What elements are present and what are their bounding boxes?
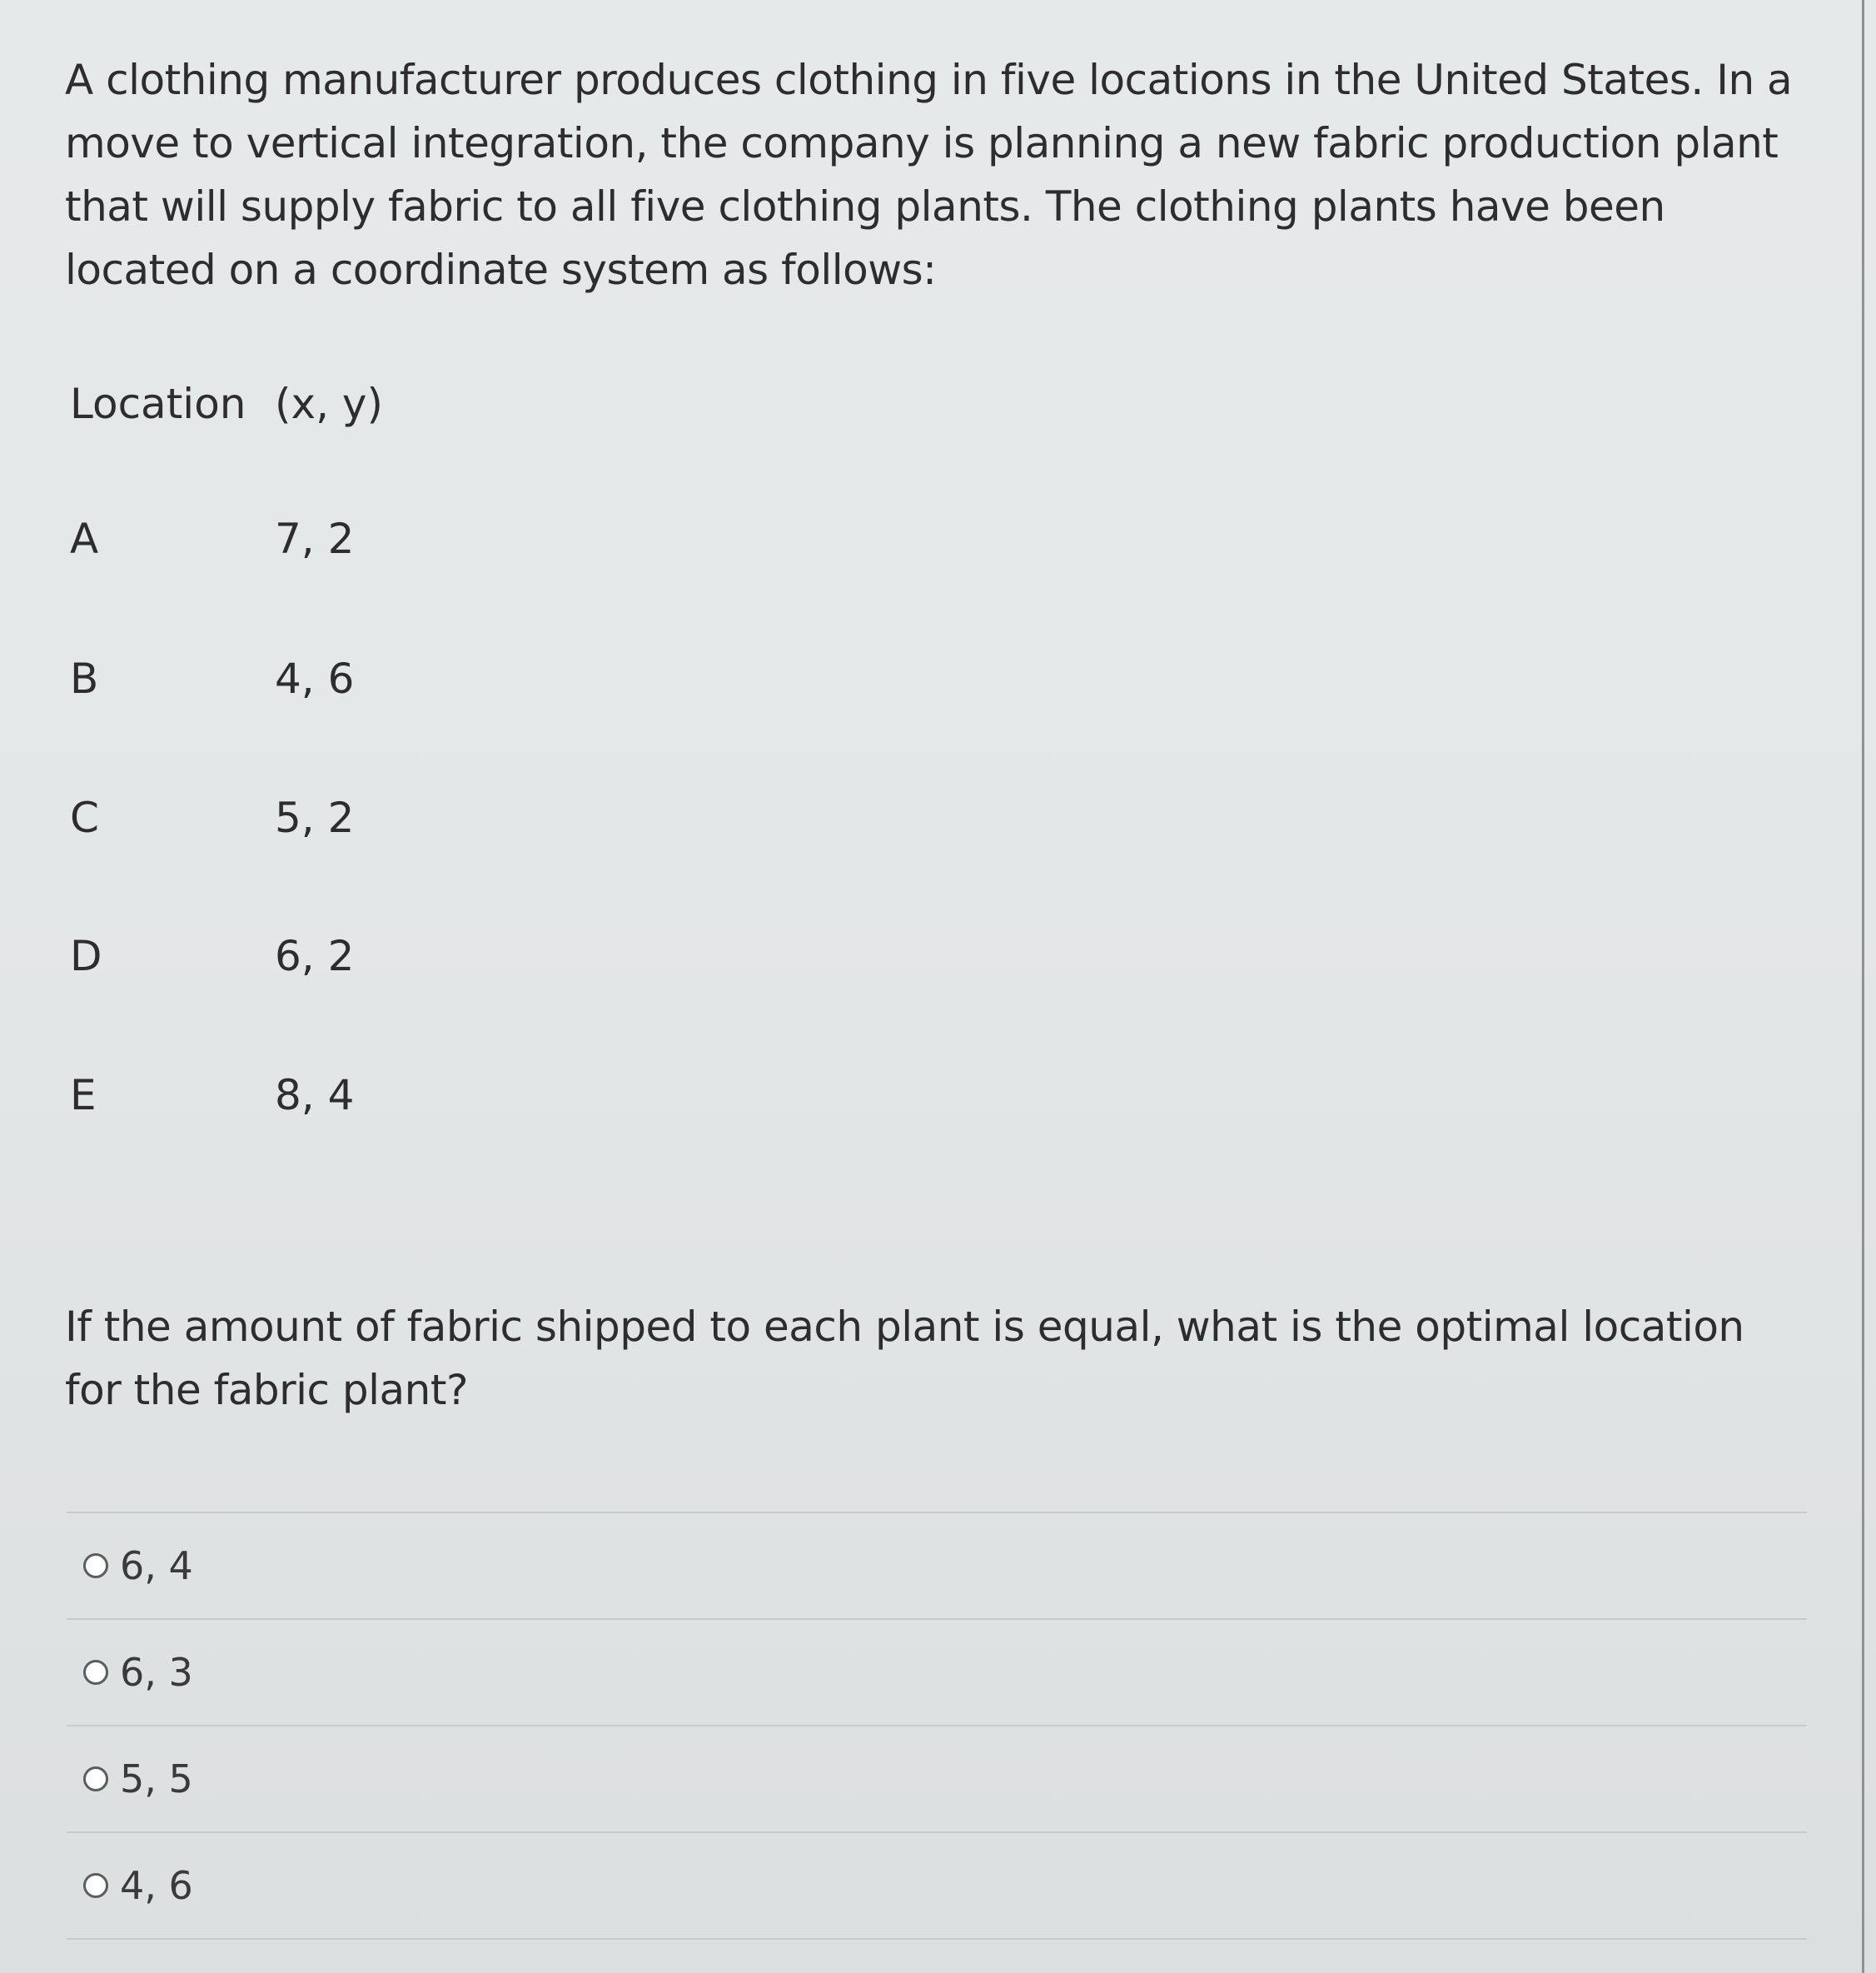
page-border: [1862, 0, 1864, 1973]
location-coords: 5, 2: [275, 794, 355, 842]
table-header-coords: (x, y): [275, 380, 383, 428]
location-label: A: [70, 515, 99, 563]
radio-button[interactable]: [83, 1873, 108, 1898]
question-prompt: If the amount of fabric shipped to each plant is equal, what is the optimal location for the fabric plant?: [65, 1303, 1744, 1414]
location-coords: 7, 2: [275, 515, 355, 563]
table-row: [0, 654, 749, 704]
location-coords: 4, 6: [275, 655, 355, 703]
answer-option-label[interactable]: 6, 3: [120, 1650, 193, 1695]
answer-option-label[interactable]: 4, 6: [120, 1863, 193, 1908]
location-coords: 6, 2: [275, 932, 355, 980]
location-label: E: [70, 1071, 97, 1119]
answer-option-label[interactable]: 5, 5: [120, 1756, 193, 1801]
location-label: C: [70, 794, 99, 842]
radio-button[interactable]: [83, 1553, 108, 1578]
answer-options: [67, 1512, 1807, 1940]
answer-option[interactable]: [67, 1618, 1807, 1725]
answer-option[interactable]: [67, 1512, 1807, 1618]
location-label: B: [70, 655, 99, 703]
location-label: D: [70, 932, 102, 980]
answer-option-label[interactable]: 6, 4: [120, 1543, 193, 1588]
table-header-location: Location: [70, 380, 246, 428]
table-row: [0, 931, 749, 981]
question-text: A clothing manufacturer produces clothing in five locations in the United States. In a move to vertical integration, the company is planning a new fabric production plant that will supply fabric to all five clothing plants. The clothing plants have been located on a coordinate system as follows:: [65, 56, 1793, 294]
table-row: [0, 1070, 749, 1120]
answer-option[interactable]: [67, 1725, 1807, 1831]
table-row: [0, 793, 749, 843]
location-coords: 8, 4: [275, 1071, 355, 1119]
radio-button[interactable]: [83, 1660, 108, 1685]
answer-option[interactable]: [67, 1831, 1807, 1940]
radio-button[interactable]: [83, 1766, 108, 1791]
table-row: [0, 514, 749, 564]
